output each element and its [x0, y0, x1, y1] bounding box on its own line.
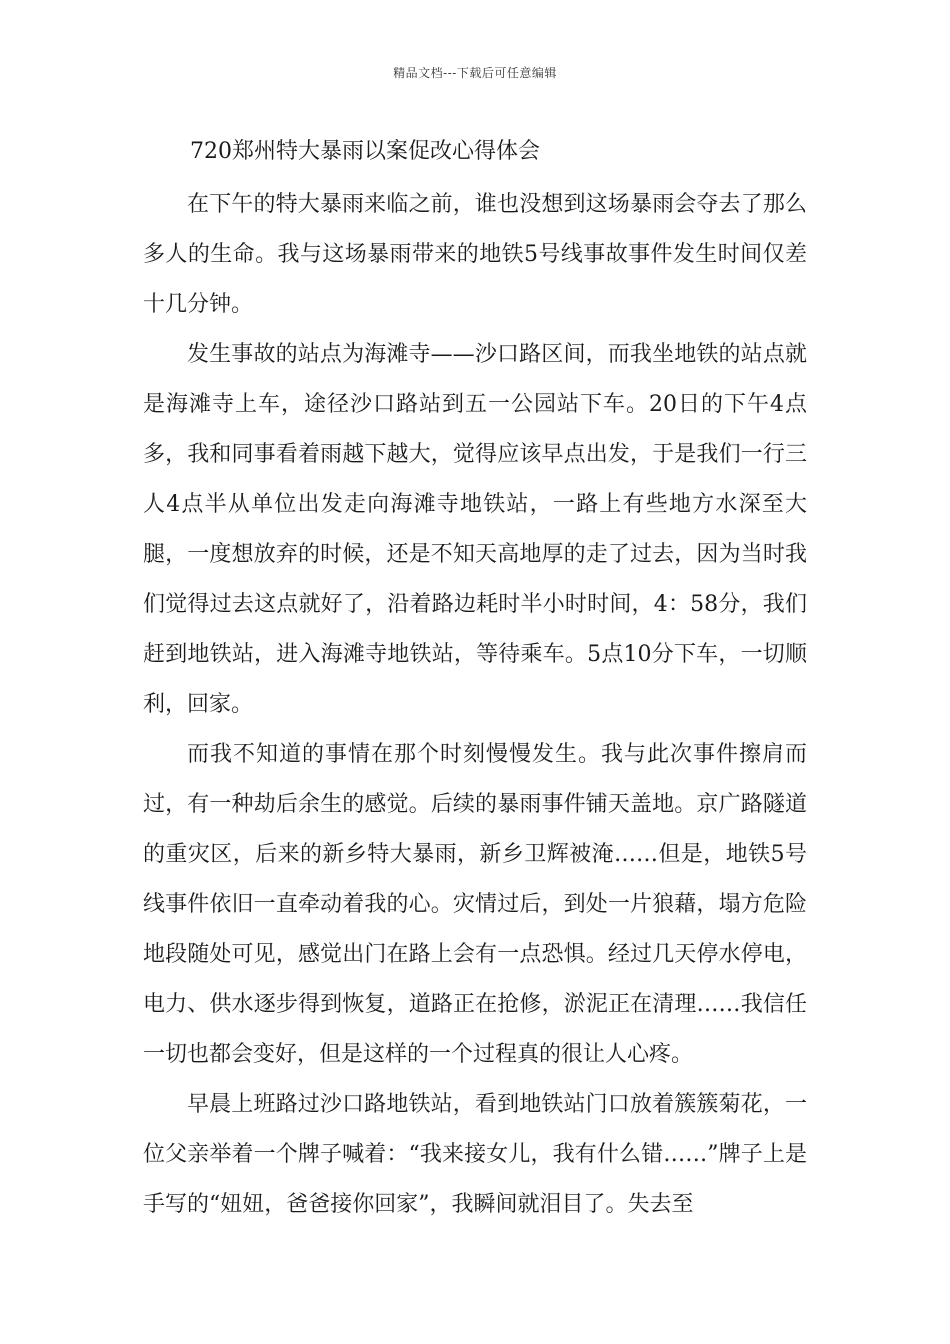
page-header: 精品文档---下载后可任意编辑	[393, 66, 557, 80]
paragraph: 在下午的特大暴雨来临之前，谁也没想到这场暴雨会夺去了那么多人的生命。我与这场暴雨带来的地铁5号线事故事件发生时间仅差十几分钟。	[143, 192, 807, 317]
document-title: 720郑州特大暴雨以案促改心得体会	[190, 139, 540, 164]
paragraph: 而我不知道的事情在那个时刻慢慢发生。我与此次事件擦肩而过，有一种劫后余生的感觉。后续的暴雨事件铺天盖地。京广路隧道的重灾区，后来的新乡特大暴雨，新乡卫辉被淹……但是，地铁5号线事件依旧一直牵动着我的心。灾情过后，到处一片狼藉，塌方危险地段随处可见，感觉出门在路上会有一点恐惧。经过几天停水停电，电力、供水逐步得到恢复，道路正在抢修，淤泥正在清理……我信任一切也都会变好，但是这样的一个过程真的很让人心疼。	[143, 742, 807, 1067]
paragraph: 发生事故的站点为海滩寺——沙口路区间，而我坐地铁的站点就是海滩寺上车，途径沙口路站到五一公园站下车。20日的下午4点多，我和同事看着雨越下越大，觉得应该早点出发，于是我们一行三人4点半从单位出发走向海滩寺地铁站，一路上有些地方水深至大腿，一度想放弃的时候，还是不知天高地厚的走了过去，因为当时我们觉得过去这点就好了，沿着路边耗时半小时时间，4：58分，我们赶到地铁站，进入海滩寺地铁站，等待乘车。5点10分下车，一切顺利，回家。	[143, 342, 807, 717]
document-body	[143, 180, 807, 1230]
paragraph: 早晨上班路过沙口路地铁站，看到地铁站门口放着簇簇菊花，一位父亲举着一个牌子喊着：“我来接女儿，我有什么错……”牌子上是手写的“妞妞，爸爸接你回家”，我瞬间就泪目了。失去至	[143, 1092, 807, 1217]
